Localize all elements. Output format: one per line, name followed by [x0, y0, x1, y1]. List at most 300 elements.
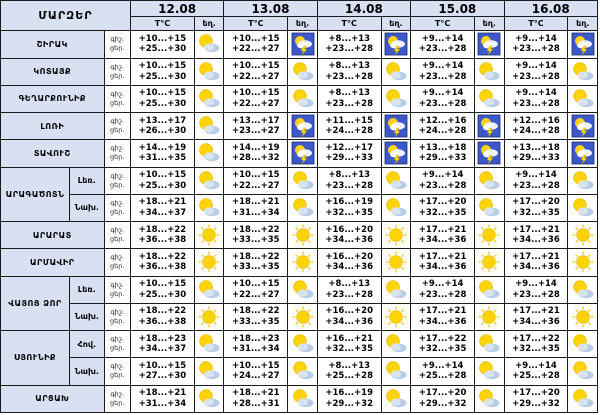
thunderstorm-icon	[384, 32, 408, 56]
sun-icon	[197, 305, 221, 329]
day-temp: +23...+28	[325, 180, 373, 191]
sun-cloud-icon	[291, 60, 315, 84]
day-label: ցեր.	[110, 153, 125, 162]
temp-cell	[224, 385, 288, 412]
temp-cell	[504, 194, 568, 221]
weather-icon-cell	[288, 222, 317, 249]
weather-icon-cell	[381, 276, 410, 303]
sun-cloud-icon	[291, 332, 315, 356]
day-label: ցեր.	[110, 398, 125, 407]
night-temp: +16...+20	[325, 251, 373, 262]
day-temp: +28...+32	[232, 153, 280, 164]
night-temp: +18...+23	[138, 333, 187, 344]
weather-icon-cell	[194, 276, 223, 303]
day-label: ցեր.	[110, 180, 125, 189]
night-temp: +10...+15	[232, 170, 280, 181]
day-temp: +32...+35	[512, 207, 560, 218]
region-name: ԿՈՏԱՅՔ	[1, 58, 105, 85]
night-temp: +8...+13	[328, 360, 371, 371]
sun-cloud-icon	[477, 196, 501, 220]
weather-icon-cell	[288, 249, 317, 276]
region-row	[1, 249, 598, 276]
day-temp: +32...+35	[418, 344, 467, 355]
temp-cell	[317, 140, 381, 167]
night-temp: +12...+17	[325, 142, 373, 153]
weather-icon-cell	[475, 385, 504, 412]
day-temp: +34...+36	[325, 262, 373, 273]
sun-cloud-icon	[477, 60, 501, 84]
weather-icon-cell	[568, 358, 598, 385]
sun-cloud-icon	[291, 359, 315, 383]
temp-cell	[411, 358, 475, 385]
weather-icon-cell	[568, 58, 598, 85]
sun-cloud-icon	[384, 169, 408, 193]
temp-cell	[317, 385, 381, 412]
temp-cell	[411, 303, 475, 330]
day-temp: +34...+36	[418, 235, 467, 246]
weather-icon-cell	[288, 31, 317, 58]
night-temp: +11...+15	[325, 115, 373, 126]
sun-cloud-icon	[384, 196, 408, 220]
day-label: ցեր.	[110, 71, 125, 80]
weather-icon-cell	[288, 331, 317, 358]
sun-cloud-icon	[197, 114, 221, 138]
day-label: ցեր.	[110, 344, 125, 353]
day-temp: +34...+36	[325, 316, 373, 327]
weather-col-header: եղ.	[288, 17, 317, 31]
night-temp: +16...+20	[325, 224, 373, 235]
region-row	[1, 276, 598, 303]
day-temp: +23...+28	[325, 98, 373, 109]
night-temp: +18...+22	[232, 224, 280, 235]
sun-cloud-icon	[571, 87, 595, 111]
temp-cell	[504, 113, 568, 140]
temp-cell	[317, 113, 381, 140]
night-label: գիշ.	[110, 62, 125, 71]
thunderstorm-icon	[291, 141, 315, 165]
region-name: ԱՐՄԱՎԻՐ	[1, 249, 105, 276]
night-temp: +17...+21	[418, 224, 467, 235]
temp-cell	[504, 31, 568, 58]
day-temp: +25...+28	[325, 371, 373, 382]
day-temp: +34...+36	[512, 235, 560, 246]
night-label: գիշ.	[110, 389, 125, 398]
temp-cell	[130, 331, 194, 358]
temp-cell	[504, 303, 568, 330]
day-night-labels	[104, 358, 130, 385]
date-header: 13.08	[224, 1, 317, 17]
weather-icon-cell	[381, 331, 410, 358]
region-row	[1, 31, 598, 58]
weather-icon-cell	[381, 31, 410, 58]
night-temp: +10...+15	[232, 360, 280, 371]
weather-icon-cell	[475, 194, 504, 221]
temp-cell	[317, 358, 381, 385]
night-temp: +8...+13	[328, 170, 371, 181]
day-temp: +23...+28	[418, 71, 467, 82]
sun-icon	[197, 250, 221, 274]
night-temp: +18...+22	[232, 251, 280, 262]
night-temp: +18...+22	[232, 306, 280, 317]
night-temp: +16...+19	[325, 388, 373, 399]
temp-col-header: T°C	[411, 17, 475, 31]
day-temp: +22...+27	[232, 289, 280, 300]
region-row	[1, 303, 598, 330]
thunderstorm-icon	[571, 141, 595, 165]
weather-icon-cell	[288, 113, 317, 140]
weather-icon-cell	[568, 167, 598, 194]
thunderstorm-icon	[477, 114, 501, 138]
temp-cell	[411, 385, 475, 412]
date-header: 12.08	[130, 1, 223, 17]
night-temp: +10...+15	[138, 88, 187, 99]
date-header: 14.08	[317, 1, 410, 17]
sun-icon	[384, 305, 408, 329]
night-temp: +10...+15	[232, 279, 280, 290]
temp-col-header: T°C	[224, 17, 288, 31]
sun-icon	[291, 305, 315, 329]
day-temp: +23...+28	[512, 289, 560, 300]
header-dates-row	[1, 1, 598, 17]
region-header: ՄԱՐԶԵՐ	[1, 1, 131, 31]
sun-cloud-icon	[197, 87, 221, 111]
temp-cell	[504, 140, 568, 167]
night-temp: +16...+19	[325, 197, 373, 208]
temp-cell	[224, 303, 288, 330]
weather-icon-cell	[475, 358, 504, 385]
temp-cell	[317, 167, 381, 194]
day-temp: +23...+28	[512, 98, 560, 109]
night-temp: +9...+14	[421, 360, 464, 371]
weather-icon-cell	[194, 385, 223, 412]
night-temp: +14...+19	[138, 142, 187, 153]
thunderstorm-icon	[291, 32, 315, 56]
day-temp: +34...+36	[325, 235, 373, 246]
day-temp: +24...+28	[512, 126, 560, 137]
temp-cell	[224, 249, 288, 276]
thunderstorm-icon	[384, 141, 408, 165]
night-temp: +16...+21	[325, 333, 373, 344]
temp-cell	[224, 85, 288, 112]
region-name: ԳԵՂԱՐՔՈՒՆԻՔ	[1, 85, 105, 112]
sun-cloud-icon	[477, 332, 501, 356]
day-temp: +31...+35	[138, 153, 187, 164]
sun-cloud-icon	[197, 332, 221, 356]
day-temp: +33...+35	[232, 235, 280, 246]
temp-cell	[411, 113, 475, 140]
temp-cell	[224, 167, 288, 194]
night-temp: +13...+18	[512, 142, 560, 153]
day-temp: +36...+38	[138, 316, 187, 327]
day-temp: +34...+36	[418, 262, 467, 273]
temp-cell	[411, 194, 475, 221]
night-label: գիշ.	[110, 198, 125, 207]
weather-col-header: եղ.	[381, 17, 410, 31]
night-temp: +9...+14	[421, 33, 464, 44]
region-name: ԱՐՑԱԽ	[1, 385, 105, 412]
temp-cell	[411, 276, 475, 303]
day-label: ցեր.	[110, 262, 125, 271]
weather-icon-cell	[194, 58, 223, 85]
day-temp: +23...+28	[325, 289, 373, 300]
weather-icon-cell	[568, 85, 598, 112]
day-temp: +22...+27	[232, 180, 280, 191]
sun-icon	[571, 305, 595, 329]
day-night-labels	[104, 249, 130, 276]
weather-icon-cell	[568, 249, 598, 276]
day-temp: +29...+32	[512, 398, 560, 409]
day-temp: +24...+27	[232, 371, 280, 382]
day-temp: +23...+28	[512, 44, 560, 55]
region-subzone: Լեռ.	[70, 167, 105, 194]
temp-cell	[224, 58, 288, 85]
weather-icon-cell	[288, 303, 317, 330]
temp-cell	[317, 249, 381, 276]
night-temp: +9...+14	[515, 360, 557, 371]
day-temp: +25...+30	[138, 71, 187, 82]
weather-icon-cell	[568, 276, 598, 303]
night-temp: +18...+21	[138, 197, 187, 208]
sun-cloud-icon	[197, 196, 221, 220]
sun-cloud-icon	[197, 278, 221, 302]
region-row	[1, 194, 598, 221]
weather-icon-cell	[288, 276, 317, 303]
weather-icon-cell	[194, 167, 223, 194]
night-temp: +9...+14	[515, 33, 557, 44]
sun-cloud-icon	[384, 387, 408, 411]
weather-icon-cell	[568, 113, 598, 140]
sun-cloud-icon	[291, 387, 315, 411]
sun-cloud-icon	[197, 387, 221, 411]
weather-icon-cell	[568, 194, 598, 221]
weather-icon-cell	[475, 222, 504, 249]
day-temp: +23...+28	[325, 71, 373, 82]
night-temp: +18...+21	[138, 388, 187, 399]
weather-icon-cell	[288, 85, 317, 112]
night-temp: +17...+20	[512, 197, 560, 208]
night-temp: +16...+20	[325, 306, 373, 317]
day-temp: +23...+28	[418, 98, 467, 109]
weather-icon-cell	[194, 85, 223, 112]
temp-cell	[504, 331, 568, 358]
weather-icon-cell	[475, 85, 504, 112]
sun-cloud-icon	[571, 60, 595, 84]
sun-cloud-icon	[197, 32, 221, 56]
day-label: ցեր.	[110, 289, 125, 298]
day-temp: +31...+34	[138, 398, 187, 409]
weather-icon-cell	[475, 331, 504, 358]
temp-cell	[317, 331, 381, 358]
weather-icon-cell	[194, 194, 223, 221]
day-night-labels	[104, 31, 130, 58]
temp-cell	[130, 249, 194, 276]
temp-cell	[224, 222, 288, 249]
night-temp: +9...+14	[421, 279, 464, 290]
day-temp: +31...+34	[232, 207, 280, 218]
temp-cell	[224, 358, 288, 385]
region-subzone: Լեռ.	[70, 276, 105, 303]
temp-cell	[130, 140, 194, 167]
date-header: 16.08	[504, 1, 598, 17]
sun-icon	[291, 223, 315, 247]
day-night-labels	[104, 194, 130, 221]
weather-icon-cell	[381, 358, 410, 385]
temp-cell	[317, 194, 381, 221]
thunderstorm-icon	[291, 114, 315, 138]
day-temp: +29...+32	[325, 398, 373, 409]
night-temp: +8...+13	[328, 88, 371, 99]
night-label: գիշ.	[110, 335, 125, 344]
region-row	[1, 58, 598, 85]
day-temp: +29...+32	[418, 398, 467, 409]
date-header: 15.08	[411, 1, 504, 17]
night-label: գիշ.	[110, 89, 125, 98]
region-row	[1, 222, 598, 249]
day-temp: +34...+37	[138, 207, 187, 218]
day-temp: +36...+38	[138, 262, 187, 273]
day-night-labels	[104, 140, 130, 167]
weather-icon-cell	[568, 31, 598, 58]
night-temp: +9...+14	[421, 61, 464, 72]
night-temp: +8...+13	[328, 61, 371, 72]
temp-col-header: T°C	[130, 17, 194, 31]
weather-icon-cell	[381, 194, 410, 221]
temp-cell	[224, 331, 288, 358]
weather-icon-cell	[475, 58, 504, 85]
sun-cloud-icon	[477, 87, 501, 111]
day-night-labels	[104, 85, 130, 112]
day-temp: +24...+28	[418, 126, 467, 137]
temp-cell	[317, 303, 381, 330]
day-night-labels	[104, 276, 130, 303]
sun-cloud-icon	[571, 359, 595, 383]
temp-cell	[130, 276, 194, 303]
weather-icon-cell	[475, 113, 504, 140]
thunderstorm-icon	[571, 32, 595, 56]
night-temp: +17...+22	[418, 333, 467, 344]
thunderstorm-icon	[477, 141, 501, 165]
night-label: գիշ.	[110, 144, 125, 153]
night-label: գիշ.	[110, 226, 125, 235]
weather-icon-cell	[194, 113, 223, 140]
night-temp: +9...+14	[421, 170, 464, 181]
temp-cell	[130, 58, 194, 85]
temp-cell	[130, 385, 194, 412]
sun-cloud-icon	[571, 169, 595, 193]
region-subzone: Նախ.	[70, 303, 105, 330]
weather-icon-cell	[381, 303, 410, 330]
weather-icon-cell	[475, 249, 504, 276]
day-temp: +25...+30	[138, 44, 187, 55]
day-label: ցեր.	[110, 316, 125, 325]
night-temp: +17...+21	[418, 251, 467, 262]
night-temp: +13...+17	[232, 115, 280, 126]
night-temp: +8...+13	[328, 279, 371, 290]
weather-icon-cell	[568, 303, 598, 330]
sun-cloud-icon	[477, 387, 501, 411]
weather-icon-cell	[475, 140, 504, 167]
weather-icon-cell	[194, 31, 223, 58]
temp-cell	[224, 140, 288, 167]
sun-cloud-icon	[571, 387, 595, 411]
region-subzone: Նախ.	[70, 194, 105, 221]
weather-icon-cell	[194, 358, 223, 385]
day-temp: +27...+30	[138, 371, 187, 382]
night-temp: +10...+15	[138, 33, 187, 44]
night-label: գիշ.	[110, 280, 125, 289]
temp-cell	[411, 222, 475, 249]
region-name: ԱՐԱՐԱՏ	[1, 222, 105, 249]
temp-cell	[411, 249, 475, 276]
temp-cell	[504, 249, 568, 276]
weather-icon-cell	[475, 276, 504, 303]
sun-cloud-icon	[571, 278, 595, 302]
temp-cell	[411, 167, 475, 194]
weather-icon-cell	[381, 113, 410, 140]
night-temp: +10...+15	[232, 88, 280, 99]
sun-icon	[291, 250, 315, 274]
sun-cloud-icon	[384, 60, 408, 84]
weather-icon-cell	[568, 331, 598, 358]
sun-cloud-icon	[384, 359, 408, 383]
night-temp: +9...+14	[515, 170, 557, 181]
day-night-labels	[104, 58, 130, 85]
day-night-labels	[104, 113, 130, 140]
weather-icon-cell	[288, 167, 317, 194]
region-name: ԱՐԱԳԱԾՈՏՆ	[1, 167, 70, 222]
night-temp: +10...+15	[138, 360, 187, 371]
night-temp: +17...+20	[512, 388, 560, 399]
night-temp: +18...+22	[138, 306, 187, 317]
day-temp: +23...+28	[512, 180, 560, 191]
weather-icon-cell	[475, 303, 504, 330]
night-temp: +13...+18	[418, 142, 467, 153]
night-temp: +8...+13	[328, 33, 371, 44]
temp-cell	[504, 276, 568, 303]
night-temp: +18...+22	[138, 224, 187, 235]
sun-icon	[197, 223, 221, 247]
day-temp: +22...+27	[232, 98, 280, 109]
sun-cloud-icon	[477, 359, 501, 383]
sun-cloud-icon	[571, 196, 595, 220]
thunderstorm-icon	[384, 114, 408, 138]
temp-cell	[130, 85, 194, 112]
sun-icon	[384, 223, 408, 247]
weather-icon-cell	[568, 385, 598, 412]
day-temp: +34...+36	[512, 316, 560, 327]
temp-cell	[224, 276, 288, 303]
day-night-labels	[104, 222, 130, 249]
region-row	[1, 167, 598, 194]
weather-icon-cell	[288, 385, 317, 412]
temp-cell	[317, 276, 381, 303]
weather-icon-cell	[381, 222, 410, 249]
thunderstorm-icon	[477, 32, 501, 56]
sun-icon	[477, 305, 501, 329]
day-label: ցեր.	[110, 44, 125, 53]
region-row	[1, 140, 598, 167]
weather-icon-cell	[194, 331, 223, 358]
region-row	[1, 331, 598, 358]
sun-cloud-icon	[291, 87, 315, 111]
sun-cloud-icon	[197, 60, 221, 84]
sun-cloud-icon	[197, 359, 221, 383]
region-name: ՎԱՅՈՑ ՁՈՐ	[1, 276, 70, 331]
region-name: ՏԱՎՈՒՇ	[1, 140, 105, 167]
day-temp: +29...+33	[418, 153, 467, 164]
night-temp: +10...+15	[232, 33, 280, 44]
sun-cloud-icon	[291, 278, 315, 302]
